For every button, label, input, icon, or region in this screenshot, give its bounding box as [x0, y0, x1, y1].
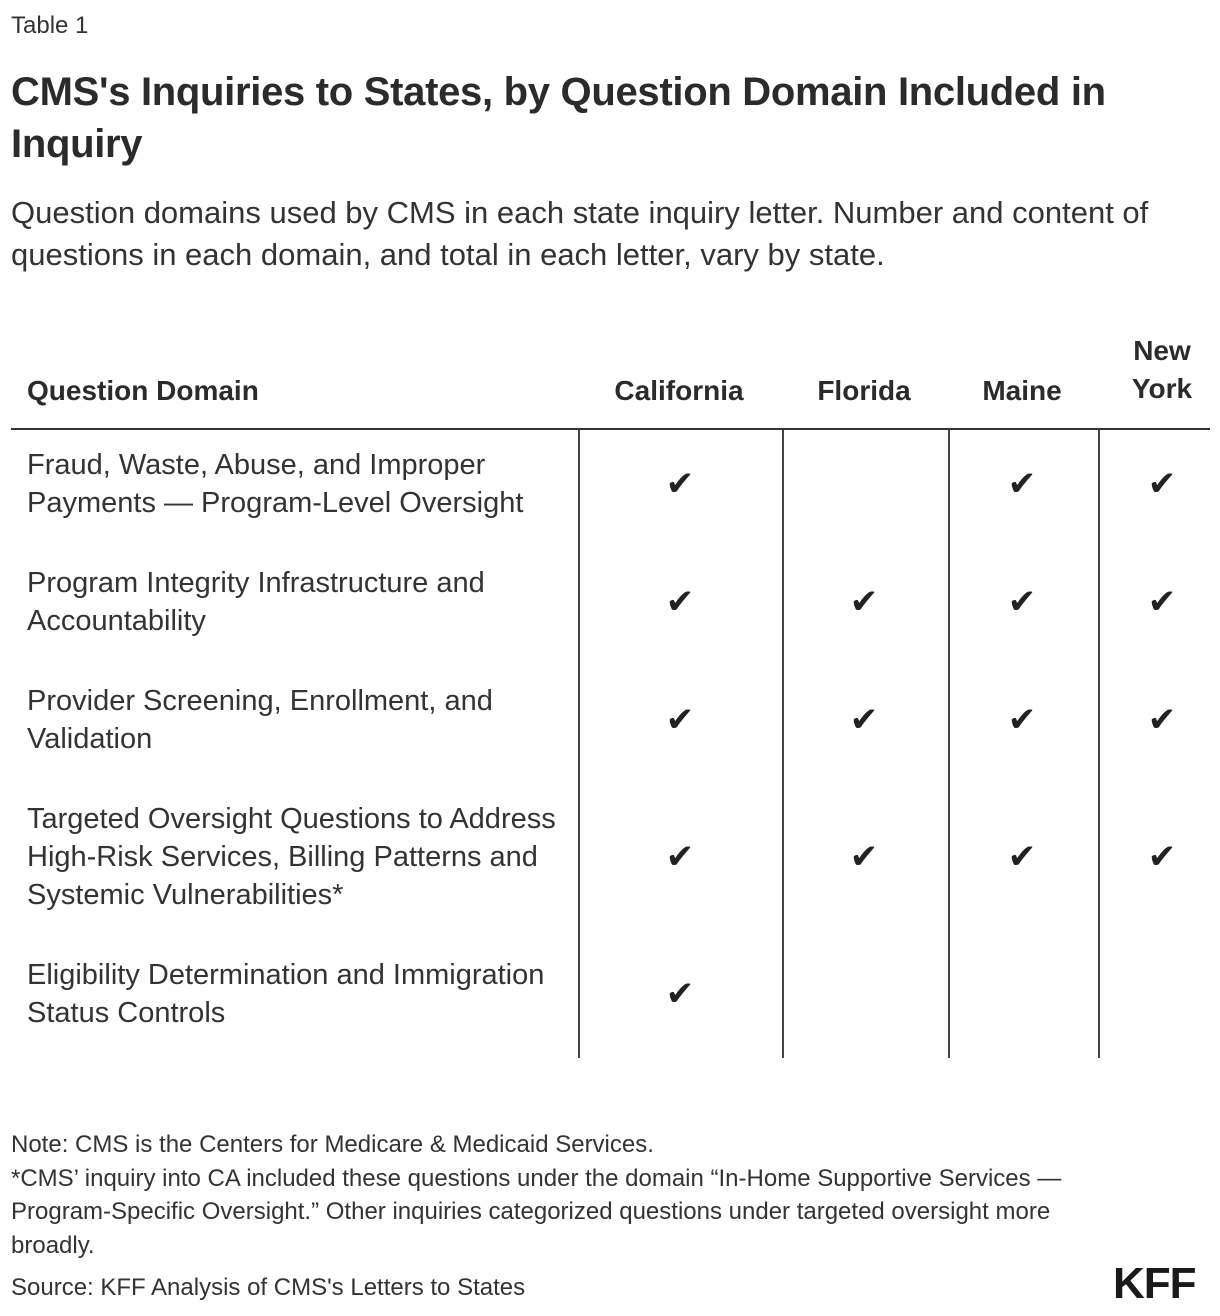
- check-mark-icon: ✔: [849, 837, 879, 877]
- kff-logo: KFF: [1113, 1259, 1196, 1308]
- column-divider-1: [578, 430, 580, 1058]
- row-domain-label: Targeted Oversight Questions to Address High-Risk Services, Billing Patterns and Systemic Vulnerabilities*: [27, 803, 556, 911]
- check-mark-icon: ✔: [1007, 582, 1037, 622]
- check-mark-icon: ✔: [1007, 837, 1037, 877]
- column-divider-3: [948, 430, 950, 1058]
- row-domain-label: Fraud, Waste, Abuse, and Improper Payments — Program-Level Oversight: [27, 449, 524, 519]
- header-divider: [11, 428, 1210, 430]
- domain-table: [11, 330, 1210, 1058]
- check-mark-icon: ✔: [665, 837, 695, 877]
- check-mark-icon: ✔: [665, 974, 695, 1014]
- check-mark-icon: ✔: [665, 464, 695, 504]
- check-mark-icon: ✔: [665, 700, 695, 740]
- column-divider-2: [782, 430, 784, 1058]
- check-mark-icon: ✔: [665, 582, 695, 622]
- header-maine: Maine: [982, 375, 1062, 406]
- page-title: CMS's Inquiries to States, by Question Domain Included in Inquiry: [11, 70, 1106, 166]
- note-text: Note: CMS is the Centers for Medicare & Medicaid Services.: [11, 1131, 654, 1158]
- header-question-domain: Question Domain: [27, 375, 259, 406]
- header-florida: Florida: [817, 375, 911, 406]
- row-domain-label: Provider Screening, Enrollment, and Validation: [27, 685, 493, 755]
- check-mark-icon: ✔: [1147, 582, 1177, 622]
- check-mark-icon: ✔: [1007, 700, 1037, 740]
- check-mark-icon: ✔: [849, 700, 879, 740]
- notes: [11, 1128, 1071, 1262]
- header-california: California: [614, 375, 744, 406]
- check-mark-icon: ✔: [1147, 464, 1177, 504]
- check-mark-icon: ✔: [1147, 700, 1177, 740]
- check-mark-icon: ✔: [849, 582, 879, 622]
- row-domain-label: Eligibility Determination and Immigration Status Controls: [27, 959, 545, 1029]
- source-text: Source: KFF Analysis of CMS's Letters to States: [11, 1274, 526, 1301]
- footnote-text: *CMS’ inquiry into CA included these questions under the domain “In-Home Supportive Services — Program-Specific Oversight.” Other inquiries categorized questions under targeted oversight more broadly.: [11, 1164, 1062, 1259]
- table-number-label: Table 1: [11, 12, 89, 39]
- row-domain-label: Program Integrity Infrastructure and Accountability: [27, 567, 485, 637]
- check-mark-icon: ✔: [1147, 837, 1177, 877]
- page-subtitle: Question domains used by CMS in each state inquiry letter. Number and content of questions in each domain, and total in each letter, vary by state.: [11, 195, 1149, 272]
- header-new-york: New York: [1131, 335, 1193, 404]
- column-divider-4: [1098, 430, 1100, 1058]
- check-mark-icon: ✔: [1007, 464, 1037, 504]
